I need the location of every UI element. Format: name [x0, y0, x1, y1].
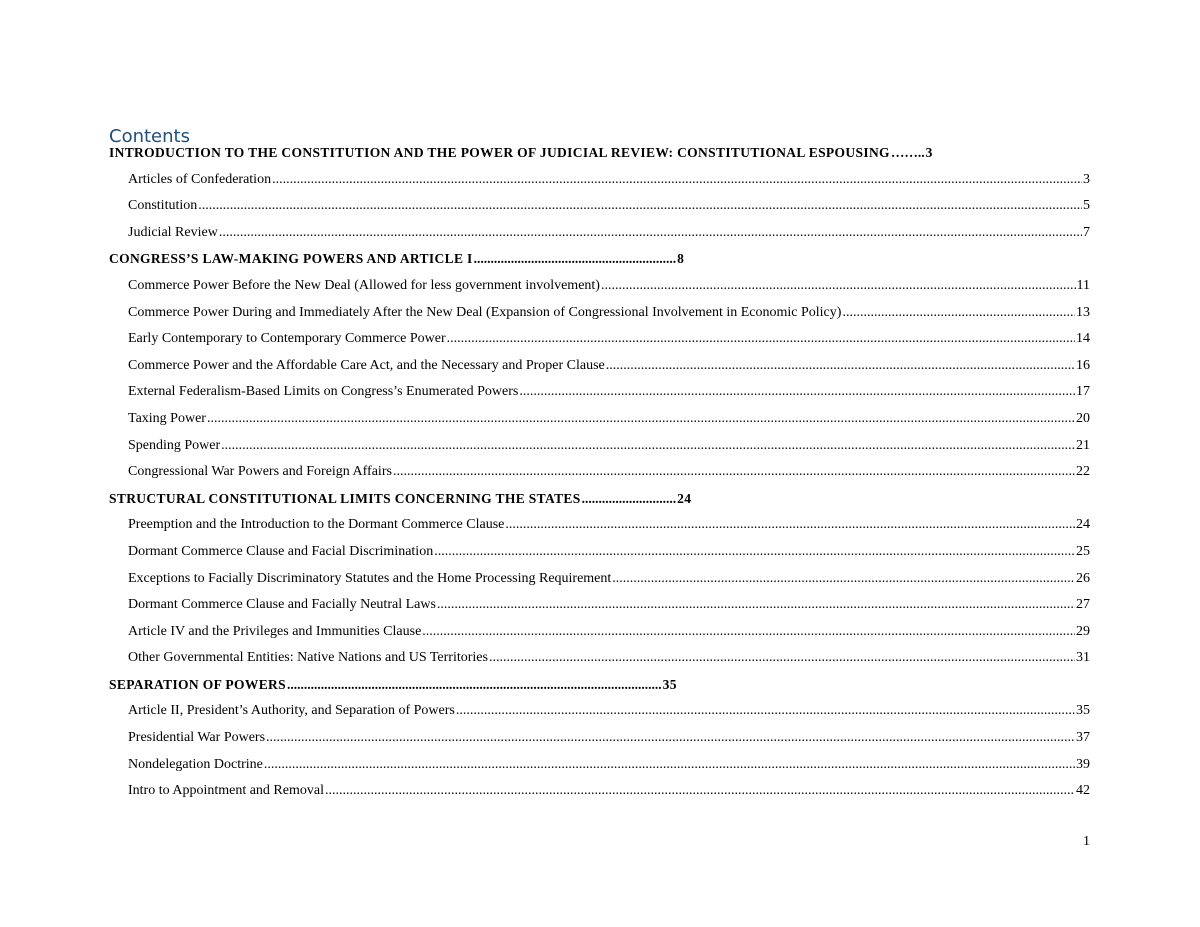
toc-section-entry[interactable]	[109, 145, 1090, 172]
toc-subsection-entry[interactable]	[109, 358, 1090, 385]
toc-dot-leader	[264, 757, 1075, 773]
toc-page-number: 42	[1076, 783, 1090, 799]
toc-page-number: 25	[1076, 543, 1090, 559]
toc-dot-leader	[393, 464, 1075, 480]
toc-dot-leader	[207, 411, 1075, 427]
toc-page-number: 27	[1076, 597, 1090, 613]
toc-page-number: 31	[1076, 650, 1090, 666]
toc-page-number: 21	[1076, 437, 1090, 453]
toc-dot-leader: ............................	[581, 490, 677, 506]
toc-dot-leader	[272, 172, 1082, 188]
toc-subsection-entry[interactable]	[109, 544, 1090, 571]
toc-subsection-entry[interactable]	[109, 438, 1090, 465]
toc-subsection-entry[interactable]	[109, 571, 1090, 598]
toc-page-number: 11	[1076, 277, 1090, 293]
toc-subsection-entry[interactable]	[109, 198, 1090, 225]
toc-entry-title: Early Contemporary to Contemporary Commerce Power	[128, 331, 446, 347]
toc-section-entry[interactable]	[109, 491, 1090, 518]
toc-page-number: 24	[1076, 517, 1090, 533]
toc-page-number: 29	[1076, 623, 1090, 639]
toc-page-number: 3	[1083, 171, 1090, 187]
toc-page-number: 3	[925, 145, 933, 160]
toc-entry-title: External Federalism-Based Limits on Congress’s Enumerated Powers	[128, 384, 519, 400]
toc-dot-leader	[519, 384, 1075, 400]
toc-entry-title: Dormant Commerce Clause and Facial Discrimination	[128, 543, 434, 559]
toc-dot-leader	[489, 650, 1075, 666]
page-number: 1	[1083, 834, 1090, 849]
toc-subsection-entry[interactable]	[109, 225, 1090, 252]
toc-dot-leader	[612, 571, 1075, 587]
toc-dot-leader	[221, 438, 1075, 454]
toc-dot-leader	[601, 278, 1076, 294]
toc-entry-title: Other Governmental Entities: Native Nations and US Territories	[128, 650, 488, 666]
toc-dot-leader	[456, 703, 1075, 719]
toc-subsection-entry[interactable]	[109, 331, 1090, 358]
toc-entry-title: Intro to Appointment and Removal	[128, 783, 324, 799]
toc-page-number: 5	[1083, 198, 1090, 214]
toc-page-number: 35	[662, 676, 677, 692]
toc-entry-title: Spending Power	[128, 437, 221, 453]
toc-dot-leader	[437, 597, 1075, 613]
toc-dot-leader	[198, 198, 1082, 214]
toc-page-number: 16	[1076, 357, 1090, 373]
contents-heading: Contents	[109, 126, 190, 147]
toc-dot-leader: ...............................................................................................................	[287, 676, 662, 692]
toc-page-number: 35	[1076, 703, 1090, 719]
toc-entry-title: Article IV and the Privileges and Immunities Clause	[128, 623, 422, 639]
toc-page-number: 13	[1076, 304, 1090, 320]
toc-subsection-entry[interactable]	[109, 783, 1090, 810]
toc-subsection-entry[interactable]	[109, 624, 1090, 651]
toc-dot-leader	[606, 358, 1075, 374]
toc-page-number: 39	[1076, 756, 1090, 772]
toc-entry-title: Commerce Power and the Affordable Care Act, and the Necessary and Proper Clause	[128, 357, 605, 373]
toc-entry-title: Preemption and the Introduction to the Dormant Commerce Clause	[128, 517, 505, 533]
toc-entry-title: Dormant Commerce Clause and Facially Neutral Laws	[128, 597, 436, 613]
toc-dot-leader	[842, 305, 1075, 321]
toc-entry-title: Judicial Review	[128, 224, 218, 240]
toc-dot-leader: ............................................................	[473, 251, 677, 267]
toc-subsection-entry[interactable]	[109, 172, 1090, 199]
toc-dot-leader	[325, 783, 1075, 799]
toc-subsection-entry[interactable]	[109, 730, 1090, 757]
toc-entry-title: CONGRESS’S LAW-MAKING POWERS AND ARTICLE I	[109, 251, 473, 267]
toc-entry-title: Articles of Confederation	[128, 171, 272, 187]
toc-dot-leader	[505, 517, 1075, 533]
toc-dot-leader	[422, 624, 1075, 640]
toc-entry-title: Article II, President’s Authority, and Separation of Powers	[128, 703, 455, 719]
toc-entry-title: Constitution	[128, 198, 198, 214]
toc-page-number: 37	[1076, 730, 1090, 746]
toc-subsection-entry[interactable]	[109, 597, 1090, 624]
toc-dot-leader	[219, 225, 1082, 241]
toc-entry-title: Presidential War Powers	[128, 730, 266, 746]
toc-subsection-entry[interactable]	[109, 650, 1090, 677]
toc-page-number: 7	[1083, 224, 1090, 240]
toc-page-number: 22	[1076, 464, 1090, 480]
toc-entry-title: SEPARATION OF POWERS	[109, 676, 287, 692]
toc-entry-title: Nondelegation Doctrine	[128, 756, 263, 772]
toc-page-number: 8	[677, 251, 685, 267]
table-of-contents	[109, 145, 1090, 810]
toc-entry-title: Exceptions to Facially Discriminatory Statutes and the Home Processing Requirement	[128, 570, 612, 586]
toc-dot-leader	[447, 331, 1075, 347]
toc-page-number: 26	[1076, 570, 1090, 586]
toc-entry-title: INTRODUCTION TO THE CONSTITUTION AND THE POWER OF JUDICIAL REVIEW: CONSTITUTIONAL ESPOUSING	[109, 145, 890, 160]
toc-dot-leader	[434, 544, 1075, 560]
toc-page-number: 24	[677, 490, 692, 506]
toc-page-number: 14	[1076, 331, 1090, 347]
toc-subsection-entry[interactable]	[109, 305, 1090, 332]
toc-subsection-entry[interactable]	[109, 464, 1090, 491]
toc-entry-title: STRUCTURAL CONSTITUTIONAL LIMITS CONCERNING THE STATES	[109, 490, 581, 506]
toc-subsection-entry[interactable]	[109, 757, 1090, 784]
toc-entry-title: Commerce Power Before the New Deal (Allowed for less government involvement)	[128, 277, 600, 293]
toc-section-entry[interactable]	[109, 251, 1090, 278]
toc-subsection-entry[interactable]	[109, 278, 1090, 305]
toc-subsection-entry[interactable]	[109, 517, 1090, 544]
toc-subsection-entry[interactable]	[109, 411, 1090, 438]
toc-dot-leader	[266, 730, 1075, 746]
toc-entry-title: Taxing Power	[128, 410, 206, 426]
toc-entry-title: Congressional War Powers and Foreign Affairs	[128, 464, 392, 480]
toc-section-entry[interactable]	[109, 677, 1090, 704]
toc-dot-leader: ……..	[890, 145, 925, 160]
toc-page-number: 20	[1076, 410, 1090, 426]
toc-entry-title: Commerce Power During and Immediately After the New Deal (Expansion of Congressional Involvement in Economic Policy)	[128, 304, 842, 320]
toc-page-number: 17	[1076, 384, 1090, 400]
toc-subsection-entry[interactable]	[109, 384, 1090, 411]
toc-subsection-entry[interactable]	[109, 703, 1090, 730]
